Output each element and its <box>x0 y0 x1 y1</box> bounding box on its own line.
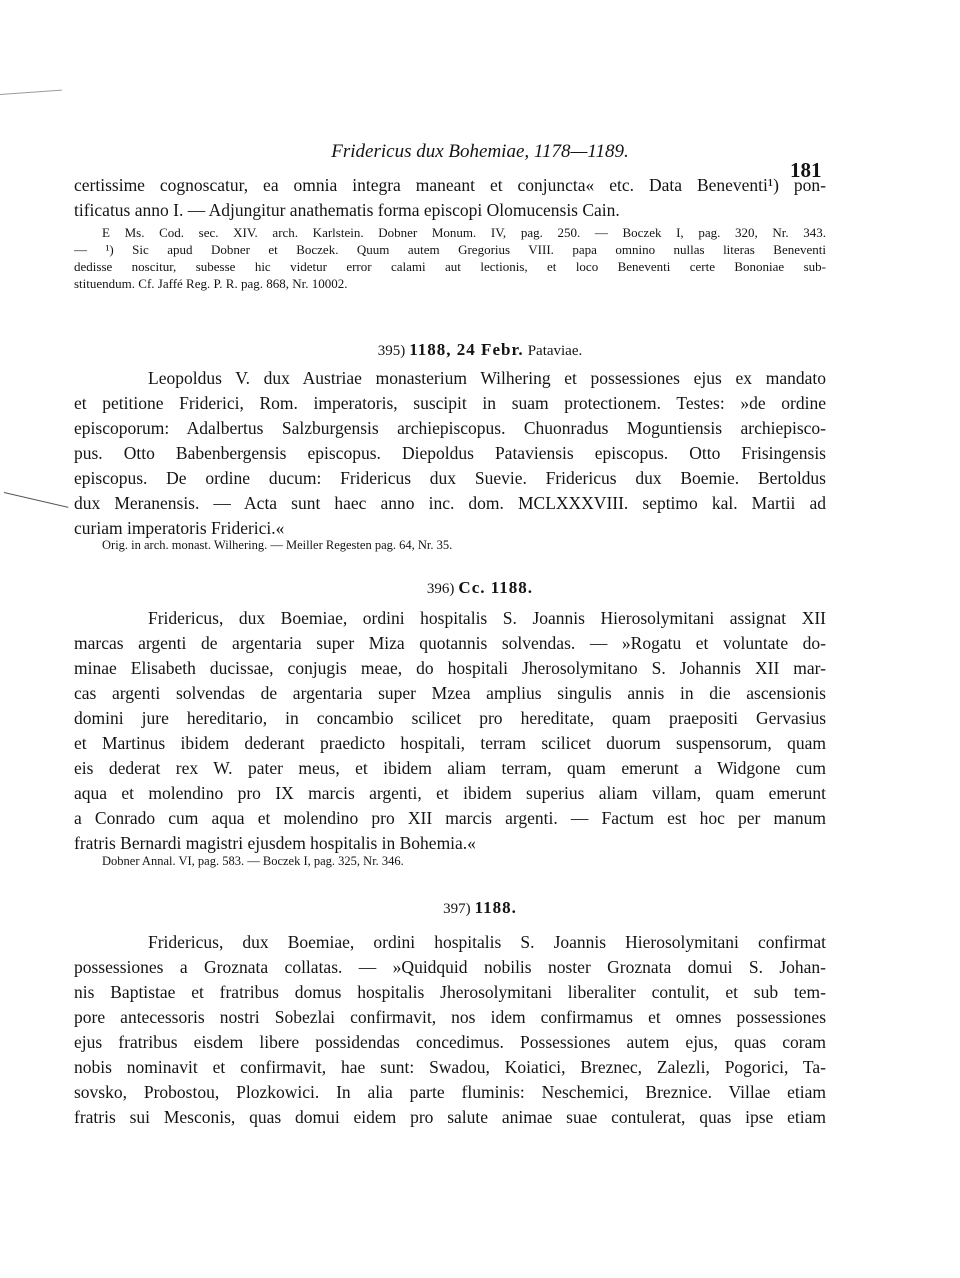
text-line: eis dederat rex W. pater meus, et ibidem aliam terram, quam emerunt a Widgone cum <box>74 758 826 778</box>
text-line: pus. Otto Babenbergensis episcopus. Diepoldus Pataviensis episcopus. Otto Frisingensis <box>74 443 826 463</box>
text-line: nis Baptistae et fratribus domus hospitalis Jherosolymitani liberaliter contulit, et sub tem- <box>74 982 826 1002</box>
text-line: pore antecessoris nostri Sobezlai confirmavit, nos idem confirmamus et omnes possessiones <box>74 1007 826 1027</box>
entry-date: 1188, 24 Febr. <box>409 340 524 359</box>
scan-edge-mark <box>0 90 62 95</box>
footnote-line: dedisse noscitur, subesse hic videtur error calami aut lectionis, et loco Beneventi certe Bononiae sub- <box>74 259 826 274</box>
entry-number: 395) <box>377 343 406 359</box>
text-line: dux Meranensis. — Acta sunt haec anno inc. dom. MCLXXXVIII. septimo kal. Martii ad <box>74 493 826 513</box>
text-line: Fridericus, dux Boemiae, ordini hospitalis S. Joannis Hierosolymitani assignat XII <box>148 608 826 628</box>
text-line: episcopus. De ordine ducum: Fridericus dux Suevie. Fridericus dux Boemie. Bertoldus <box>74 468 826 488</box>
entry-number: 397) <box>443 901 471 917</box>
text-line: Leopoldus V. dux Austriae monasterium Wilhering et possessiones ejus ex mandato <box>148 368 826 388</box>
text-line: possessiones a Groznata collatas. — »Quidquid nobilis noster Groznata domui S. Johan- <box>74 957 826 977</box>
entry-text-395 <box>74 366 826 541</box>
entry-source-395 <box>74 538 826 553</box>
text-line: tificatus anno I. — Adjungitur anathematis forma episcopi Olomucensis Cain. <box>74 200 620 220</box>
text-line: nobis nominavit et confirmavit, hae sunt: Swadou, Koiatici, Breznec, Zalezli, Pogorici, Ta- <box>74 1057 826 1077</box>
entry-heading-395 <box>0 340 960 360</box>
text-line: episcoporum: Adalbertus Salzburgensis archiepiscopus. Chuonradus Moguntiensis archiepisco- <box>74 418 826 438</box>
continuation-notes <box>74 224 826 292</box>
text-line: fratris Bernardi magistri ejusdem hospitalis in Bohemia.« <box>74 833 476 853</box>
entry-text-397 <box>74 930 826 1130</box>
text-line: certissime cognoscatur, ea omnia integra maneant et conjuncta« etc. Data Beneventi¹) pon- <box>74 175 826 195</box>
text-line: Fridericus, dux Boemiae, ordini hospitalis S. Joannis Hierosolymitani confirmat <box>148 932 826 952</box>
text-line: minae Elisabeth ducissae, conjugis meae, do hospitali Jherosolymitano S. Johannis XII mar- <box>74 658 826 678</box>
text-line: et Martinus ibidem dederant praedicto hospitali, terram scilicet duorum suspensorum, quam <box>74 733 826 753</box>
margin-pencil-mark <box>4 492 69 508</box>
text-line: a Conrado cum aqua et molendino pro XII marcis argenti. — Factum est hoc per manum <box>74 808 826 828</box>
text-line: marcas argenti de argentaria super Miza quotannis solvendas. — »Rogatu et voluntate do- <box>74 633 826 653</box>
continuation-text <box>74 173 826 223</box>
footnote-line: — ¹) Sic apud Dobner et Boczek. Quum autem Gregorius VIII. papa omnino nullas literas Beneventi <box>74 242 826 257</box>
source-citation: Dobner Annal. VI, pag. 583. — Boczek I, pag. 325, Nr. 346. <box>102 854 404 868</box>
source-note: E Ms. Cod. sec. XIV. arch. Karlstein. Dobner Monum. IV, pag. 250. — Boczek I, pag. 320, Nr. 343. <box>102 225 826 240</box>
entry-date: 1188. <box>474 898 517 917</box>
entry-heading-396 <box>0 578 960 598</box>
entry-number: 396) <box>426 581 455 597</box>
entry-text-396 <box>74 606 826 856</box>
text-line: et petitione Friderici, Rom. imperatoris, suscipit in suam protectionem. Testes: »de ordine <box>74 393 826 413</box>
text-line: domini jure hereditario, in concambio scilicet pro hereditate, quam praepositi Gervasius <box>74 708 826 728</box>
text-line: sovsko, Probostou, Plozkowici. In alia parte fluminis: Neschemici, Breznice. Villae etiam <box>74 1082 826 1102</box>
text-line: cas argenti solvendas de argentaria super Mzea amplius singulis annis in die ascensionis <box>74 683 826 703</box>
text-line: aqua et molendino pro IX marcis argenti, et ibidem superius aliam villam, quam emerunt <box>74 783 826 803</box>
entry-source-396 <box>74 854 826 869</box>
page-number: 181 <box>790 158 822 182</box>
text-line: ejus fratribus eisdem libere possidendas concedimus. Possessiones autem ejus, quas coram <box>74 1032 826 1052</box>
source-citation: Orig. in arch. monast. Wilhering. — Meiller Regesten pag. 64, Nr. 35. <box>102 538 453 552</box>
text-line: fratris sui Mesconis, quas domui eidem pro salute animae suae contulerat, quas ipse etiam <box>74 1107 826 1127</box>
running-head: Fridericus dux Bohemiae, 1178—1189. <box>331 141 629 162</box>
entry-place: Pataviae. <box>527 343 583 359</box>
entry-heading-397 <box>0 898 960 918</box>
text-line: curiam imperatoris Friderici.« <box>74 518 285 538</box>
footnote-line: stituendum. Cf. Jaffé Reg. P. R. pag. 868, Nr. 10002. <box>74 276 348 291</box>
entry-date: Cc. 1188. <box>458 578 534 597</box>
